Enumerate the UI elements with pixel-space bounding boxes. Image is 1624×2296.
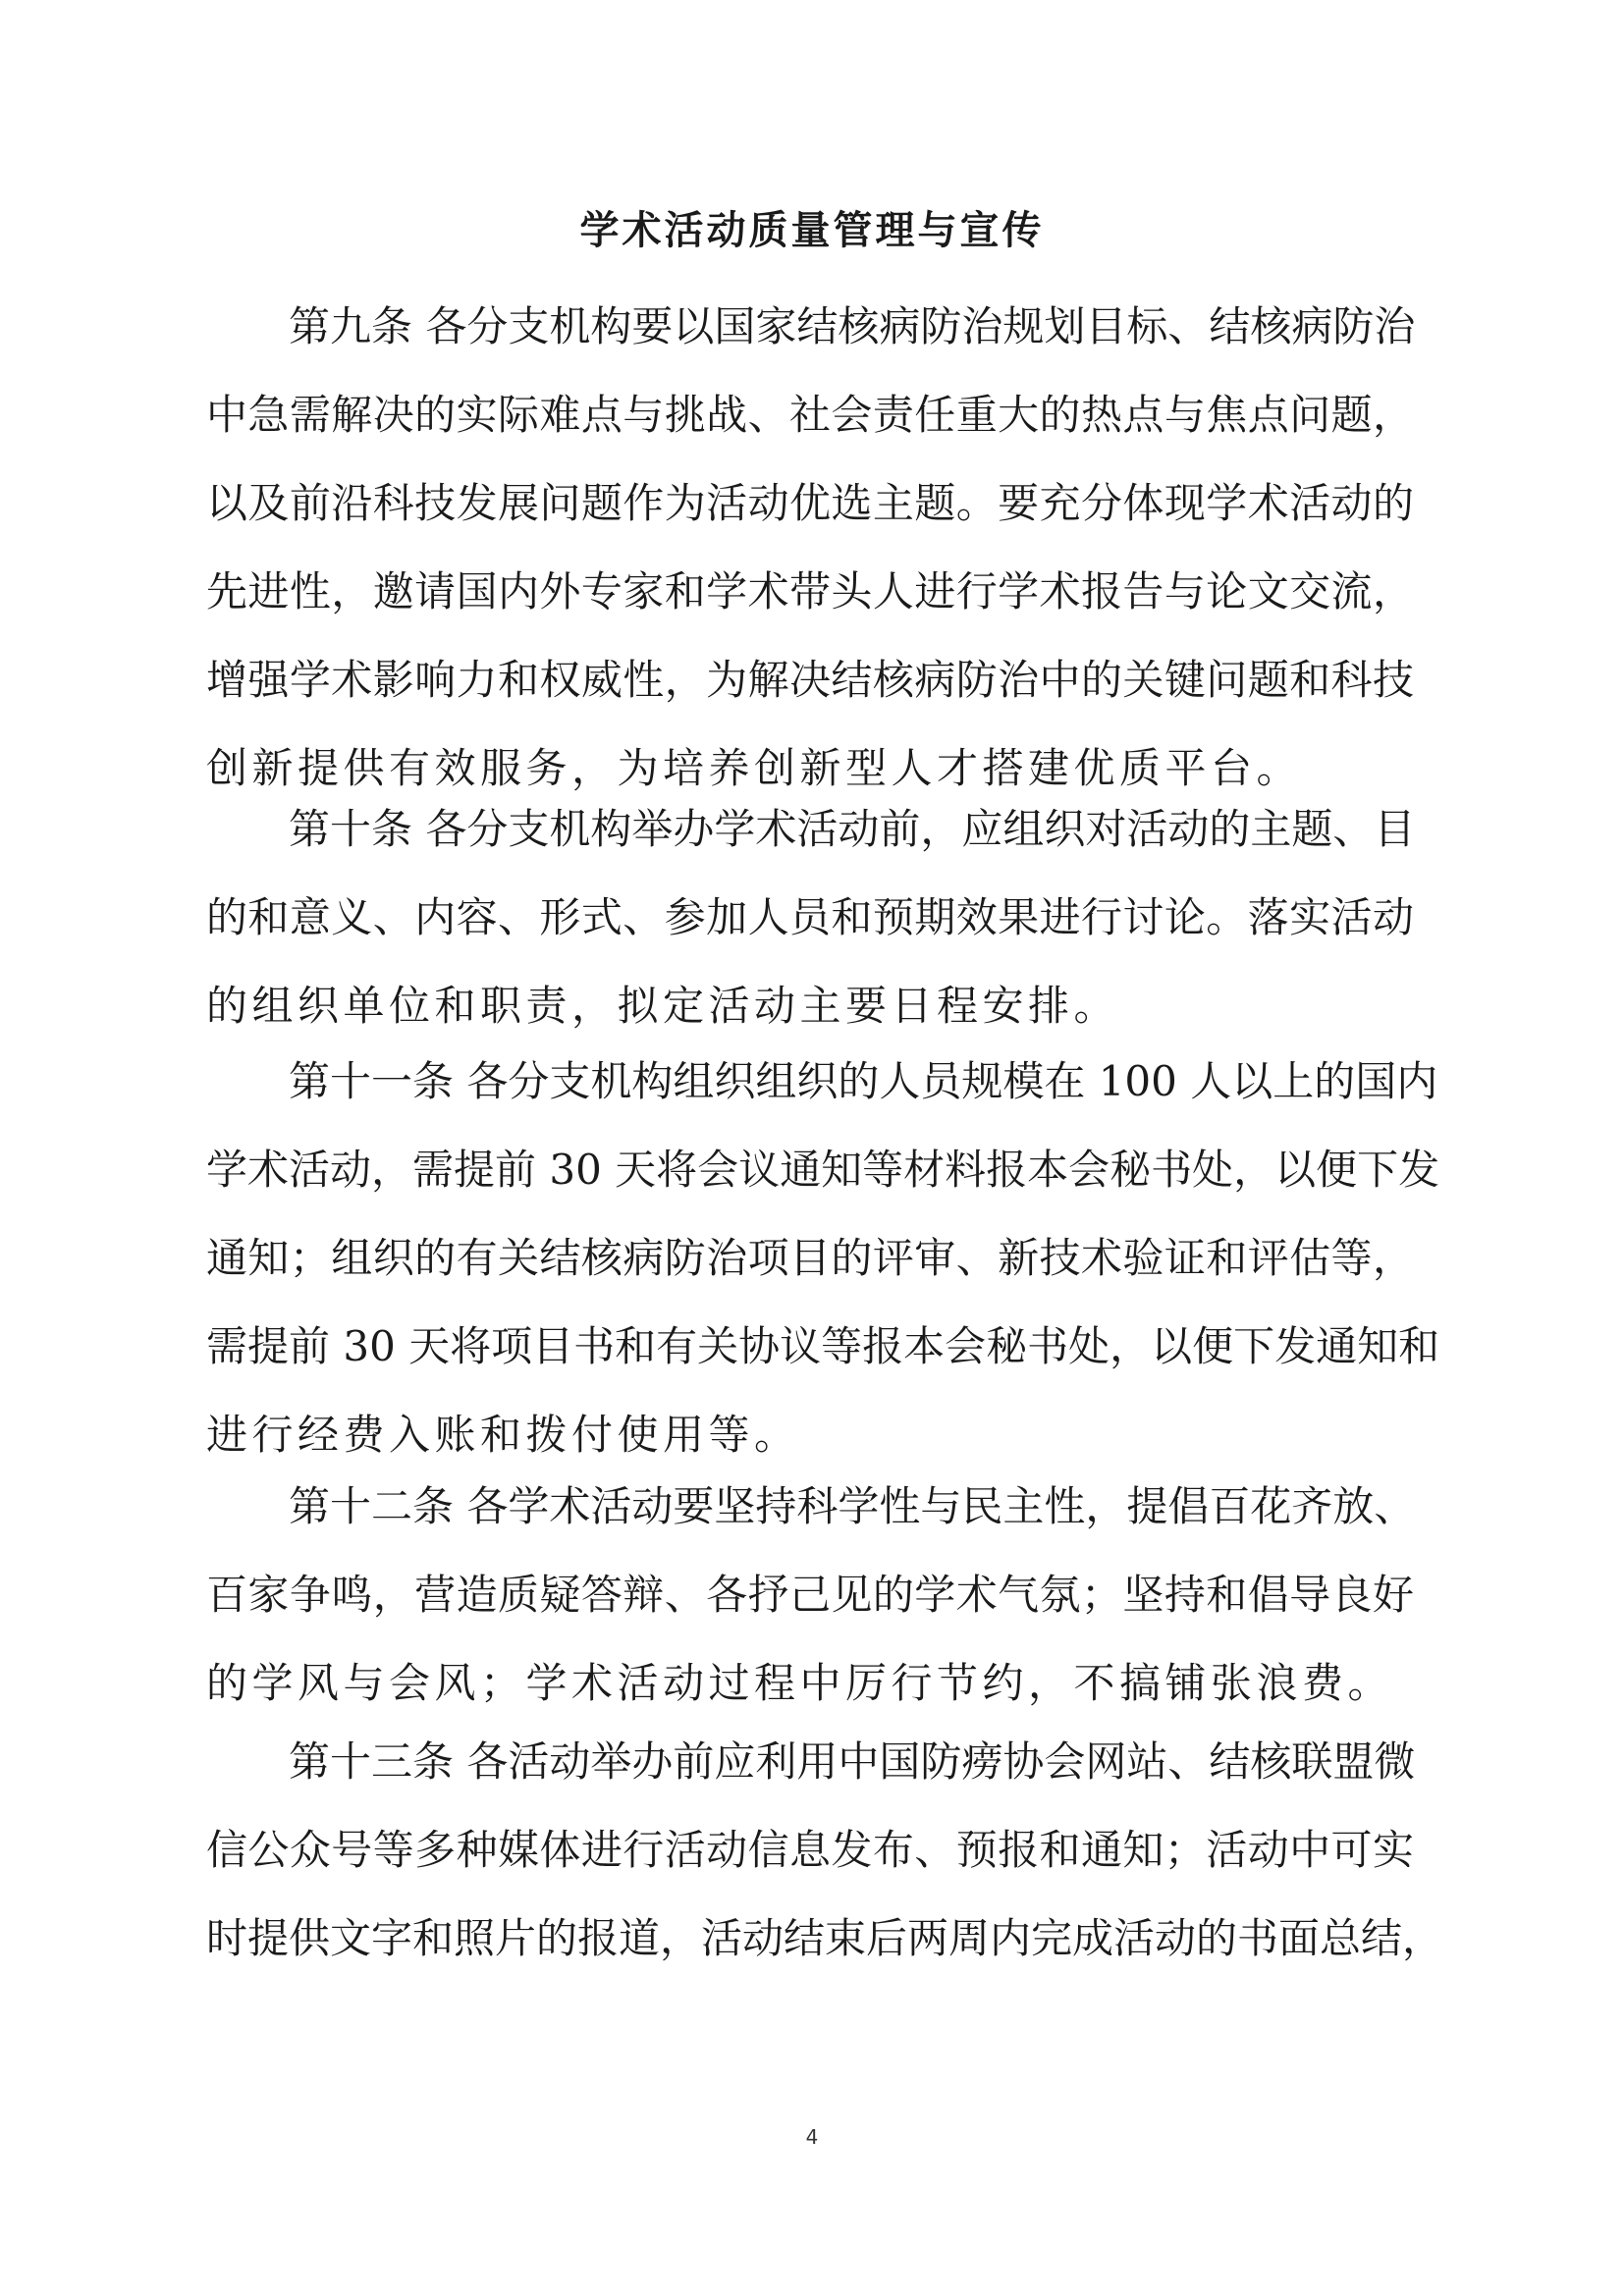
text-line: 第九条 各分支机构要以国家结核病防治规划目标、结核病防治	[289, 302, 1416, 350]
article-11-paragraph	[206, 1038, 1440, 1479]
text-line: 学术活动，需提前 30 天将会议通知等材料报本会秘书处，以便下发	[206, 1146, 1440, 1194]
text-line: 创新提供有效服务，为培养创新型人才搭建优质平台。	[206, 744, 1303, 792]
text-line: 增强学术影响力和权威性，为解决结核病防治中的关键问题和科技	[206, 656, 1414, 704]
text-line: 的组织单位和职责，拟定活动主要日程安排。	[206, 982, 1120, 1030]
text-line: 需提前 30 天将项目书和有关协议等报本会秘书处，以便下发通知和	[206, 1322, 1440, 1370]
text-line: 的和意义、内容、形式、参加人员和预期效果进行讨论。落实活动	[206, 893, 1414, 941]
article-10-paragraph	[206, 785, 1414, 1050]
text-line: 第十二条 各学术活动要坚持科学性与民主性，提倡百花齐放、	[289, 1482, 1416, 1530]
text-line: 百家争鸣，营造质疑答辩、各抒己见的学术气氛；坚持和倡导良好	[206, 1571, 1414, 1619]
article-12-paragraph	[206, 1463, 1414, 1728]
page-number: 4	[805, 2125, 819, 2149]
text-line: 进行经费入账和拨付使用等。	[206, 1411, 800, 1459]
section-title: 学术活动质量管理与宣传	[579, 207, 1045, 253]
article-9-paragraph	[206, 283, 1414, 813]
text-line: 第十三条 各活动举办前应利用中国防痨协会网站、结核联盟微	[289, 1737, 1416, 1786]
text-line: 以及前沿科技发展问题作为活动优选主题。要充分体现学术活动的	[206, 479, 1414, 527]
text-line: 信公众号等多种媒体进行活动信息发布、预报和通知；活动中可实	[206, 1826, 1414, 1874]
text-line: 时提供文字和照片的报道，活动结束后两周内完成活动的书面总结，	[206, 1914, 1444, 1962]
text-line: 第十条 各分支机构举办学术活动前，应组织对活动的主题、目	[289, 805, 1416, 853]
text-line: 先进性，邀请国内外专家和学术带头人进行学术报告与论文交流，	[206, 567, 1414, 615]
text-line: 的学风与会风；学术活动过程中厉行节约，不搞铺张浪费。	[206, 1659, 1394, 1707]
article-13-paragraph	[206, 1718, 1444, 1983]
text-line: 中急需解决的实际难点与挑战、社会责任重大的热点与焦点问题，	[206, 391, 1414, 439]
text-line: 第十一条 各分支机构组织组织的人员规模在 100 人以上的国内	[289, 1057, 1438, 1105]
text-line: 通知；组织的有关结核病防治项目的评审、新技术验证和评估等，	[206, 1234, 1414, 1282]
